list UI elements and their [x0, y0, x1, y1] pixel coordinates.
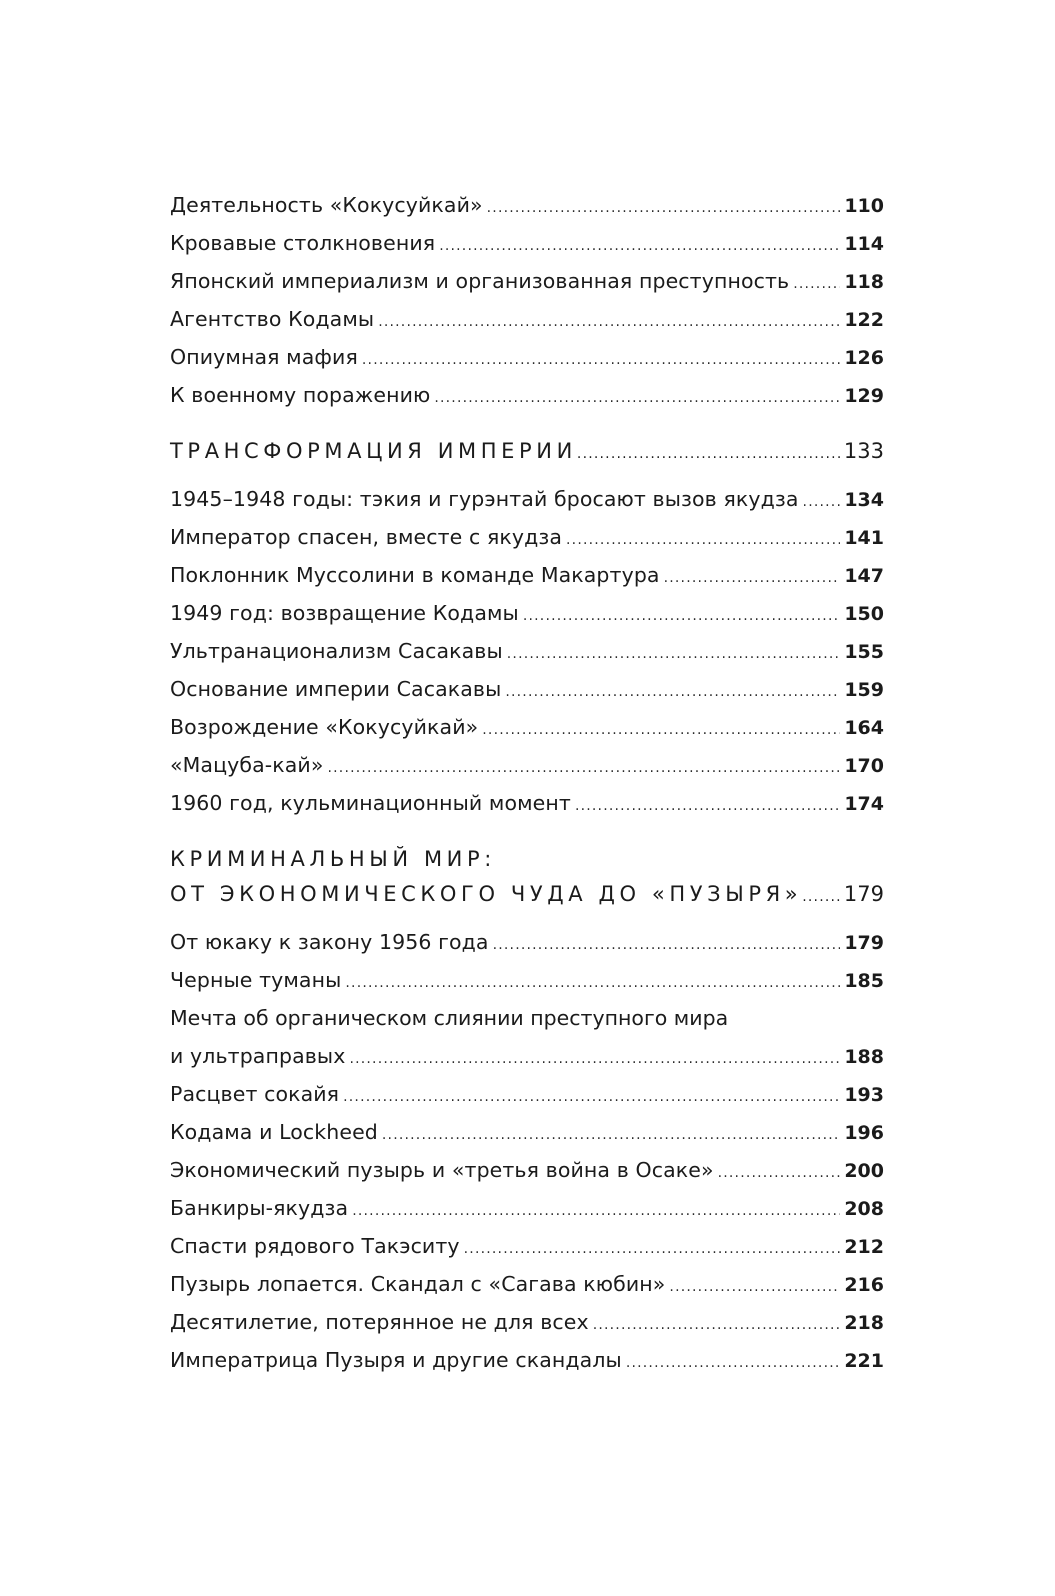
dot-leader	[593, 1306, 841, 1344]
dot-leader	[493, 926, 841, 964]
dot-leader	[718, 1154, 841, 1192]
toc-entry-title: Экономический пузырь и «третья война в Осаке»	[170, 1158, 714, 1182]
toc-entry-title: 1949 год: возвращение Кодамы	[170, 601, 519, 625]
dot-leader	[566, 521, 840, 559]
dot-leader	[382, 1116, 840, 1154]
dot-leader	[378, 303, 840, 341]
toc-entry-page: 122	[844, 309, 884, 331]
toc-entry-title: Черные туманы	[170, 968, 342, 992]
toc-entry-title: Кровавые столкновения	[170, 231, 436, 255]
toc-entry-title: Возрождение «Кокусуйкай»	[170, 715, 479, 739]
dot-leader	[352, 1192, 840, 1230]
toc-entry-title: Императрица Пузыря и другие скандалы	[170, 1348, 622, 1372]
toc-entry-title: К военному поражению	[170, 383, 431, 407]
toc-entry-page: 218	[844, 1312, 884, 1334]
toc-entry-title: Японский империализм и организованная преступность	[170, 269, 790, 293]
toc-entry-page: 208	[844, 1198, 884, 1220]
toc-entry[interactable]	[170, 1341, 884, 1379]
dot-leader	[349, 1040, 840, 1078]
toc-entry-page: 118	[844, 271, 884, 293]
toc-entry-page: 134	[844, 489, 884, 511]
dot-leader	[487, 189, 841, 227]
toc-entry-title: Агентство Кодамы	[170, 307, 375, 331]
toc-entry[interactable]	[170, 1303, 884, 1341]
dot-leader	[345, 964, 840, 1002]
chapter-page: 179	[843, 882, 884, 906]
toc-entry-page: 196	[844, 1122, 884, 1144]
toc-entry[interactable]	[170, 1113, 884, 1151]
dot-leader	[626, 1344, 841, 1382]
toc-entry[interactable]	[170, 186, 884, 224]
chapter-heading[interactable]	[170, 434, 884, 472]
toc-entry-page: 200	[844, 1160, 884, 1182]
chapter-heading[interactable]	[170, 877, 884, 915]
chapter-heading-block	[170, 842, 884, 915]
toc-entry[interactable]	[170, 262, 884, 300]
toc-entry[interactable]	[170, 480, 884, 518]
dot-leader	[664, 559, 841, 597]
toc-entry-title: От юкаку к закону 1956 года	[170, 930, 489, 954]
toc-entry-title: Десятилетие, потерянное не для всех	[170, 1310, 589, 1334]
dot-leader	[439, 227, 840, 265]
toc-entry[interactable]	[170, 300, 884, 338]
toc-entry-page: 129	[844, 385, 884, 407]
toc-entry-page: 155	[844, 641, 884, 663]
dot-leader	[577, 437, 841, 472]
toc-entry[interactable]	[170, 338, 884, 376]
toc-entry-page: 164	[844, 717, 884, 739]
toc-entry[interactable]	[170, 376, 884, 414]
toc-entry-page: 110	[844, 195, 884, 217]
toc-entry-title: 1960 год, кульминационный момент	[170, 791, 571, 815]
toc-entry-title: Спасти рядового Такэситу	[170, 1234, 460, 1258]
toc-entry-title-line1: Мечта об органическом слиянии преступного мира	[170, 1006, 729, 1030]
toc-entry[interactable]	[170, 632, 884, 670]
toc-entry-title: Основание империи Сасакавы	[170, 677, 502, 701]
toc-entry-title: 1945–1948 годы: тэкия и гурэнтай бросают вызов якудза	[170, 487, 799, 511]
toc-entry-page: 174	[844, 793, 884, 815]
toc-entry-page: 170	[844, 755, 884, 777]
toc-entry[interactable]	[170, 746, 884, 784]
toc-entry[interactable]	[170, 961, 884, 999]
dot-leader	[343, 1078, 840, 1116]
dot-leader	[434, 379, 840, 417]
toc-entry[interactable]	[170, 1075, 884, 1113]
toc-entry-page: 159	[844, 679, 884, 701]
toc-entry-title: Кодама и Lockheed	[170, 1120, 378, 1144]
dot-leader	[793, 265, 840, 303]
dot-leader	[507, 635, 841, 673]
dot-leader	[803, 483, 841, 521]
toc-entry-page: 114	[844, 233, 884, 255]
dot-leader	[482, 711, 840, 749]
toc-entry-title: Поклонник Муссолини в команде Макартура	[170, 563, 660, 587]
toc-entry[interactable]	[170, 594, 884, 632]
toc-entry-page: 221	[844, 1350, 884, 1372]
toc-entry-line2	[170, 1037, 884, 1075]
toc-entry[interactable]	[170, 784, 884, 822]
toc-entry-page: 141	[844, 527, 884, 549]
toc-entry-title: Банкиры-якудза	[170, 1196, 349, 1220]
toc-entry-title: Император спасен, вместе с якудза	[170, 525, 563, 549]
dot-leader	[802, 880, 841, 915]
dot-leader	[575, 787, 840, 825]
toc-entry-title: Пузырь лопается. Скандал с «Сагава кюбин»	[170, 1272, 666, 1296]
toc-entry-title: Деятельность «Кокусуйкай»	[170, 193, 483, 217]
toc-entry-page: 150	[844, 603, 884, 625]
toc-entry[interactable]	[170, 1151, 884, 1189]
dot-leader	[328, 749, 841, 787]
toc-entry-page: 147	[844, 565, 884, 587]
chapter-title-line2: ОТ ЭКОНОМИЧЕСКОГО ЧУДА ДО «ПУЗЫРЯ»	[170, 882, 803, 906]
dot-leader	[362, 341, 840, 379]
toc-entry-page: 193	[844, 1084, 884, 1106]
toc-entry[interactable]	[170, 708, 884, 746]
toc-entry[interactable]	[170, 1189, 884, 1227]
chapter-title-line1: КРИМИНАЛЬНЫЙ МИР:	[170, 847, 496, 871]
chapter-heading-block	[170, 434, 884, 472]
dot-leader	[505, 673, 840, 711]
toc-entry-page: 188	[844, 1046, 884, 1068]
toc-entry[interactable]	[170, 556, 884, 594]
toc-entry[interactable]	[170, 923, 884, 961]
toc-entry-title: Расцвет сокайя	[170, 1082, 340, 1106]
toc-entry[interactable]	[170, 1265, 884, 1303]
toc-entry-page: 212	[844, 1236, 884, 1258]
toc-entry-page: 179	[844, 932, 884, 954]
chapter-title: ТРАНСФОРМАЦИЯ ИМПЕРИИ	[170, 439, 577, 463]
chapter-page: 133	[843, 439, 884, 463]
dot-leader	[523, 597, 840, 635]
toc-entry-multiline[interactable]	[170, 999, 884, 1075]
toc-entry[interactable]	[170, 518, 884, 556]
toc-entry-page: 126	[844, 347, 884, 369]
dot-leader	[669, 1268, 840, 1306]
table-of-contents	[170, 186, 884, 1379]
dot-leader	[464, 1230, 841, 1268]
toc-entry-title-line2: и ультраправых	[170, 1044, 346, 1068]
toc-entry-title: «Мацуба-кай»	[170, 753, 324, 777]
toc-entry-title: Опиумная мафия	[170, 345, 358, 369]
toc-entry-page: 185	[844, 970, 884, 992]
toc-entry[interactable]	[170, 1227, 884, 1265]
toc-entry-title: Ультранационализм Сасакавы	[170, 639, 503, 663]
toc-entry[interactable]	[170, 670, 884, 708]
toc-entry-page: 216	[844, 1274, 884, 1296]
toc-entry[interactable]	[170, 224, 884, 262]
